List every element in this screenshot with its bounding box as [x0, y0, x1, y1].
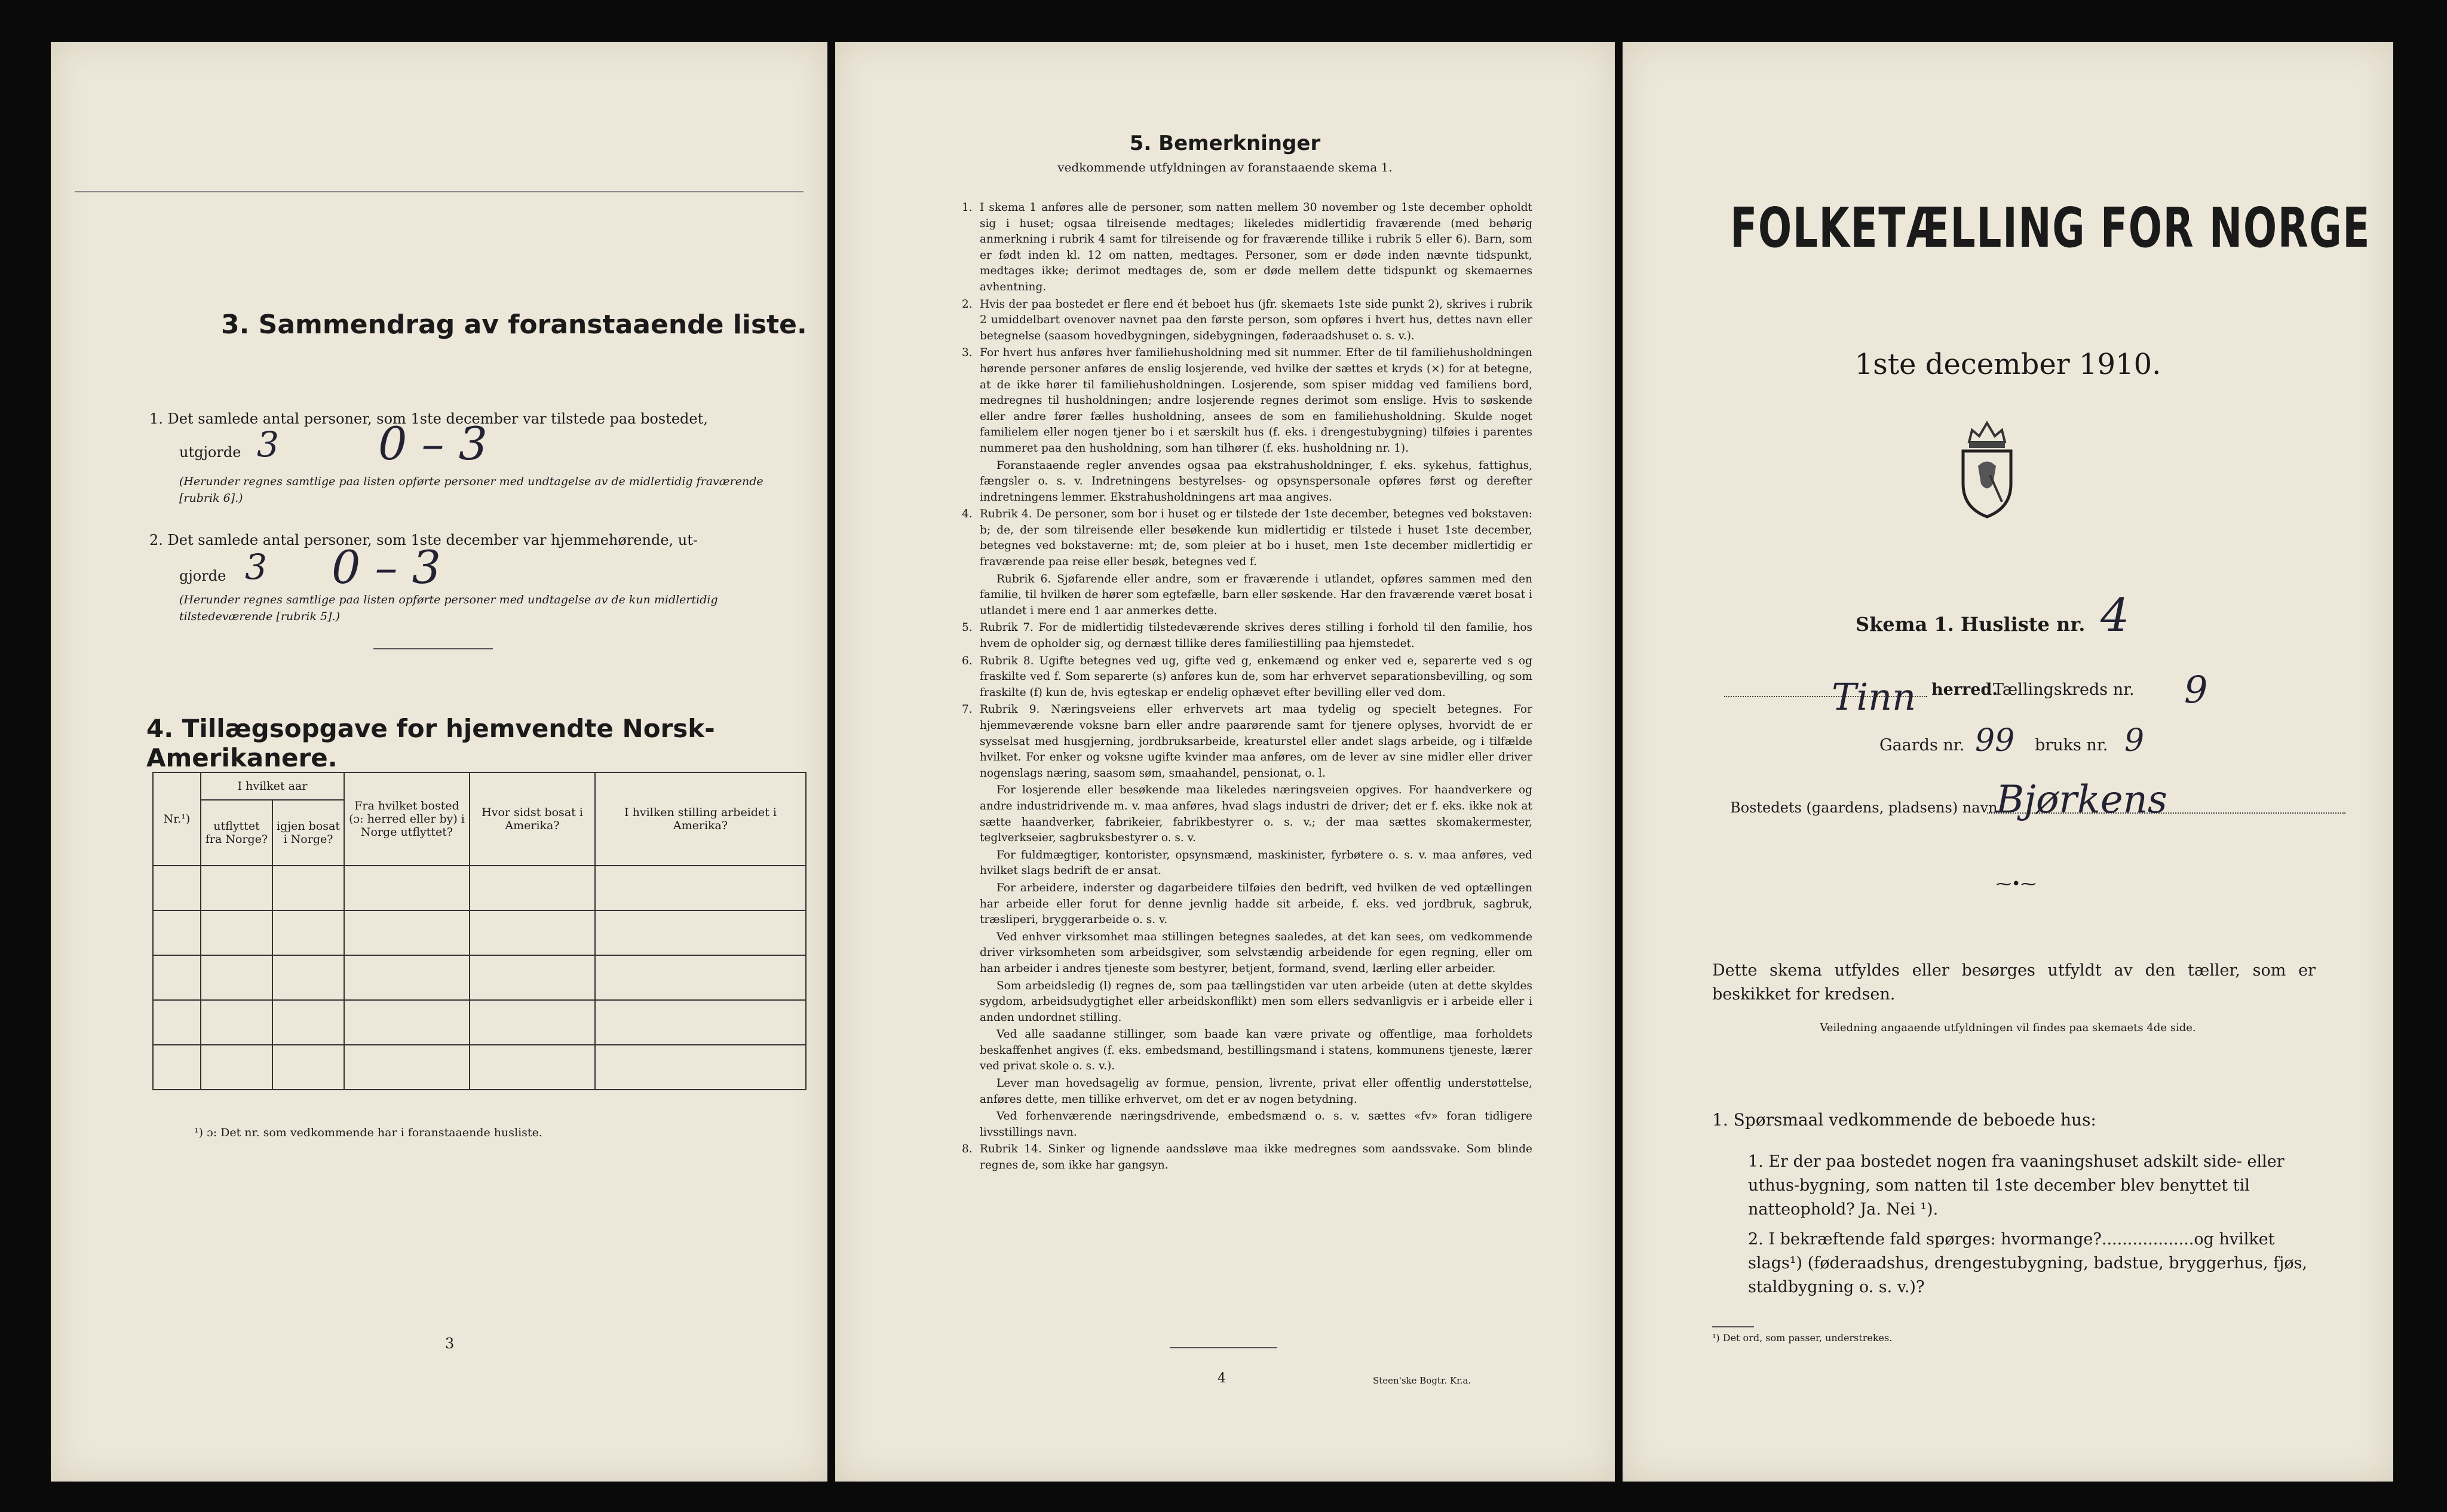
page-3: [51, 42, 827, 1482]
census-title: FOLKETÆLLING FOR NORGE: [1730, 196, 2371, 260]
remark-paragraph: [962, 702, 1532, 781]
remark-number: 3.: [962, 346, 973, 360]
remark-text: Rubrik 9. Næringsveiens eller erhvervets art maa tydelig og specielt betegnes. For hjemmeværende voksne barn eller andre paarørende samt for tjenere oplyses, hvorvidt de er sysselsat med husgjerning, jordbruksarbeide, kreaturstel eller andet slags arbeide, og i tilfælde hvilket. For enker og voksne ugifte kvinder maa anføres, om de lever av sine midler eller driver nogenslags næring, saasom søm, smaahandel, pensionat, o. l.: [980, 703, 1532, 780]
table-row: [153, 1045, 806, 1090]
herred-value: Tinn: [1832, 675, 1916, 719]
husliste-nr: 4: [2101, 588, 2130, 642]
item-2-utgjorde-label: gjorde: [179, 568, 226, 584]
bruks-value: 9: [2124, 723, 2145, 759]
remark-text: I skema 1 anføres alle de personer, som natten mellem 30 november og 1ste december opholdt sig i huset; ogsaa tilreisende medtages; likeledes midlertidig fraværende (med behørig anmerkning i rubrik 4 samt for tilreisende og for fraværende tillike i rubrik 5 eller 6). Barn, som er født inden kl. 12 om natten, medtages. Personer, som er døde inden nævnte tidspunkt, medtages ikke; derimot medtages de, som er døde mellem dette tidspunkt og skemaernes avhentning.: [980, 201, 1532, 293]
remark-paragraph: [980, 458, 1532, 506]
col-stilling: I hvilken stilling arbeidet i Amerika?: [595, 772, 806, 866]
remark-text: For losjerende eller besøkende maa likeledes næringsveien opgives. For haandverkere og andre industridrivende m. v. maa anføres, hvad slags industri de driver; det er f. eks. ikke nok at sætte haandverker, fabrikeier, fabrikbestyrer o. s. v.; der maa sættes skomakermester, teglverkseier, sagbruksbestyrer o. s. v.: [980, 784, 1532, 845]
question-1: 1. Er der paa bostedet nogen fra vaaningshuset adskilt side- eller uthus-bygning, som natten til 1ste december blev benyttet til natteophold? Ja. Nei ¹).: [1748, 1152, 2285, 1219]
remark-paragraph: [962, 654, 1532, 701]
remark-paragraph: [962, 200, 1532, 296]
question-section-title: 1. Spørsmaal vedkommende de beboede hus:: [1712, 1110, 2096, 1130]
remark-paragraph: [962, 1142, 1532, 1173]
remark-number: 4.: [962, 508, 973, 521]
ornament-icon: ⁓•⁓: [1996, 875, 2037, 893]
table-row: [153, 955, 806, 1000]
norsk-amerikanere-table: [152, 772, 807, 1090]
remark-number: 8.: [962, 1143, 973, 1156]
remark-text: For fuldmægtiger, kontorister, opsynsmænd, maskinister, fyrbøtere o. s. v. maa anføres, ved hvilket slags bedrift de er ansat.: [980, 848, 1532, 878]
separator: [373, 648, 493, 649]
col-nr: Nr.¹): [153, 772, 201, 866]
remark-text: Rubrik 6. Sjøfarende eller andre, som er fraværende i utlandet, opføres sammen med den familie, til hvilken de hører som egtefælle, barn eller søskende. Har den fraværende været bosat i utlandet i mere end 1 aar anmerkes dette.: [980, 572, 1532, 617]
top-rule: [75, 191, 804, 192]
item-2-handwritten: 0 – 3: [332, 541, 441, 594]
table-row: [153, 866, 806, 910]
gaards-label: Gaards nr.: [1879, 736, 1965, 755]
item-1-text: 1. Det samlede antal personer, som 1ste december var tilstede paa bostedet,: [149, 410, 708, 427]
printer-mark: Steen'ske Bogtr. Kr.a.: [1373, 1375, 1471, 1386]
col-fra-hvilket: Fra hvilket bosted (ɔ: herred eller by) i Norge utflyttet?: [344, 772, 470, 866]
veiledning-text: Veiledning angaaende utfyldningen vil findes paa skemaets 4de side.: [1820, 1022, 2196, 1034]
remark-paragraph: [980, 1109, 1532, 1140]
kreds-value: 9: [2184, 668, 2208, 711]
remark-text: For hvert hus anføres hver familiehusholdning med sit nummer. Efter de til familiehusholdningen hørende personer anføres de enslig losjerende, ved hvilke der sættes et kryds (×) for at betegne, at de ikke hører til familiehusholdningen. Losjerende, som spiser middag ved familiens bord, medregnes til husholdningen; andre losjerende regnes derimot som enslige. Hvis to søskende eller andre fører fælles husholdning, ansees de som en familiehusholdning. Skulde noget familielem eller nogen tjener bo i et særskilt hus (f. eks. i drengestubygning) tilføies i parentes nummeret paa den husholdning, som han tilhører (f. eks. husholdning nr. 1).: [980, 346, 1532, 455]
remark-number: 5.: [962, 621, 973, 634]
remark-paragraph: [980, 1027, 1532, 1075]
census-date: 1ste december 1910.: [1854, 348, 2161, 381]
instruction-text: Dette skema utfyldes eller besørges utfyldt av den tæller, som er beskikket for kredsen.: [1712, 961, 2316, 1004]
page-number: 4: [1218, 1371, 1226, 1386]
col-group-aar: I hvilket aar: [201, 772, 344, 800]
remark-number: 1.: [962, 201, 973, 214]
footnote-rule: [1712, 1326, 1754, 1327]
page-4: [835, 42, 1615, 1482]
question-2: 2. I bekræftende fald spørges: hvormange?..................og hvilket slags¹) (føderaadshus, drengestubygning, badstue, bryggerhus, fjøs, staldbygning o. s. v.)?: [1748, 1230, 2308, 1296]
table-footnote: ¹) ɔ: Det nr. som vedkommende har i foranstaaende husliste.: [194, 1126, 542, 1139]
item-1-handwritten: 0 – 3: [378, 417, 488, 470]
remarks-list: [962, 200, 1532, 1175]
remark-paragraph: [980, 930, 1532, 977]
col-hvor-sidst: Hvor sidst bosat i Amerika?: [470, 772, 595, 866]
footnote: ¹) Det ord, som passer, understrekes.: [1712, 1332, 1893, 1344]
remark-text: For arbeidere, inderster og dagarbeidere tilføies den bedrift, ved hvilken de ved optællingen har arbeide eller forut for denne jevnlig hadde sit arbeide, f. eks. ved jordbruk, sagbruk, træsliperi, bryggerarbeide o. s. v.: [980, 881, 1532, 927]
page-number: 3: [445, 1335, 455, 1352]
kreds-label: Tællingskreds nr.: [1993, 680, 2135, 699]
col-utflyttet: utflyttet fra Norge?: [201, 800, 272, 866]
item-2-value: 3: [245, 547, 267, 587]
remark-paragraph: [980, 572, 1532, 619]
remark-number: 6.: [962, 654, 973, 667]
bemerkninger-subtitle: vedkommende utfyldningen av foranstaaende skema 1.: [1057, 160, 1393, 174]
remark-text: Rubrik 4. De personer, som bor i huset og er tilstede der 1ste december, betegnes ved bokstaven: b; de, der som tilreisende eller besøkende kun midlertidig er tilstede i huset 1ste december, betegnes ved bokstaverne: mt; de, som pleier at bo i huset, men 1ste december midlertidig er fraværende paa reise eller besøk, betegnes ved f.: [980, 508, 1532, 569]
remark-paragraph: [962, 507, 1532, 570]
remark-number: 7.: [962, 703, 973, 716]
remark-paragraph: [962, 297, 1532, 345]
col-igjen: igjen bosat i Norge?: [272, 800, 344, 866]
item-1-value: 3: [257, 424, 279, 465]
remark-text: Ved forhenværende næringsdrivende, embedsmænd o. s. v. sættes «fv» foran tidligere livsstillings navn.: [980, 1110, 1532, 1139]
item-2-note: (Herunder regnes samtlige paa listen opførte personer med undtagelse av de kun midlertidig tilstedeværende [rubrik 5].): [179, 593, 718, 623]
remark-paragraph: [980, 783, 1532, 846]
item-2-text: 2. Det samlede antal personer, som 1ste december var hjemmehørende, ut-: [149, 532, 698, 548]
remark-paragraph: [980, 1076, 1532, 1108]
remark-text: Rubrik 14. Sinker og lignende aandssløve maa ikke medregnes som aandssvake. Som blinde regnes de, som ikke har gangsyn.: [980, 1143, 1532, 1172]
bruks-label: bruks nr.: [2035, 736, 2108, 755]
remark-text: Ved enhver virksomhet maa stillingen betegnes saaledes, at det kan sees, om vedkommende driver virksomheten som arbeidsgiver, som selvstændig arbeidende for egen regning, eller om han arbeider i andres tjeneste som bestyrer, betjent, formand, svend, lærling eller arbeider.: [980, 930, 1532, 975]
item-1-note: (Herunder regnes samtlige paa listen opførte personer med undtagelse av de midlertidig fraværende [rubrik 6].): [179, 475, 763, 505]
remark-paragraph: [980, 979, 1532, 1026]
section-3-title: 3. Sammendrag av foranstaaende liste.: [221, 309, 807, 340]
remark-text: Lever man hovedsagelig av formue, pension, livrente, privat eller offentlig understøttelse, anføres dette, men tillike erhvervet, om det er av nogen betydning.: [980, 1077, 1532, 1106]
table-row: [153, 1000, 806, 1045]
remark-text: Rubrik 8. Ugifte betegnes ved ug, gifte ved g, enkemænd og enker ved e, separerte ved s og fraskilte ved f. Som separerte (s) anføres kun de, som har erhvervet separationsbevilling, og som fraskilte (f) kun de, hvis egteskap er endelig ophævet efter bevilling eller ved dom.: [980, 654, 1532, 699]
remark-number: 2.: [962, 298, 973, 311]
item-1-utgjorde-label: utgjorde: [179, 444, 241, 461]
bemerkninger-title: 5. Bemerkninger: [1129, 131, 1321, 155]
separator: [1170, 1347, 1277, 1348]
herred-label: herred.: [1931, 680, 1998, 699]
remark-text: Foranstaaende regler anvendes ogsaa paa ekstrahusholdninger, f. eks. sykehus, fattighus, fængsler o. s. v. Indretningens bestyrelses- og opsynspersonale opføres først og derefter indretningens lemmer. Ekstrahusholdningens art maa angives.: [980, 459, 1532, 504]
remark-text: Hvis der paa bostedet er flere end ét beboet hus (jfr. skemaets 1ste side punkt 2), skrives i rubrik 2 umiddelbart ovenover navnet paa den første person, som opføres i hvert hus, dettes navn eller betegnelse (saasom hovedbygningen, sidebygningen, føderaadshuset o. s. v.).: [980, 298, 1532, 342]
coat-of-arms-icon: [1954, 418, 2020, 520]
remark-paragraph: [962, 345, 1532, 456]
table-row: [153, 910, 806, 955]
remark-text: Som arbeidsledig (l) regnes de, som paa tællingstiden var uten arbeide (uten at dette skyldes sygdom, arbeidsudygtighet eller arbeidskonflikt) men som ellers sedvanligvis er i arbeide eller i anden undordnet stilling.: [980, 979, 1532, 1024]
gaards-value: 99: [1975, 723, 2015, 759]
remark-paragraph: [962, 620, 1532, 652]
remark-paragraph: [980, 848, 1532, 879]
section-4-title: 4. Tillægsopgave for hjemvendte Norsk-Amerikanere.: [146, 714, 715, 772]
remark-paragraph: [980, 881, 1532, 928]
remark-text: Rubrik 7. For de midlertidig tilstedeværende skrives deres stilling i forhold til den familie, hos hvem de opholder sig, og dernæst tillike deres familiestilling paa hjemstedet.: [980, 621, 1532, 651]
bosted-value: Bjørkens: [1996, 778, 2167, 822]
bosted-label: Bostedets (gaardens, pladsens) navn: [1730, 799, 1998, 816]
skema-label: Skema 1. Husliste nr.: [1856, 613, 2086, 636]
remark-text: Ved alle saadanne stillinger, som baade kan være private og offentlige, maa forholdets beskaffenhet angives (f. eks. embedsmand, bestillingsmand i statens, kommunens tjeneste, lærer ved privat skole o. s. v.).: [980, 1028, 1532, 1073]
page-1: [1623, 42, 2393, 1482]
